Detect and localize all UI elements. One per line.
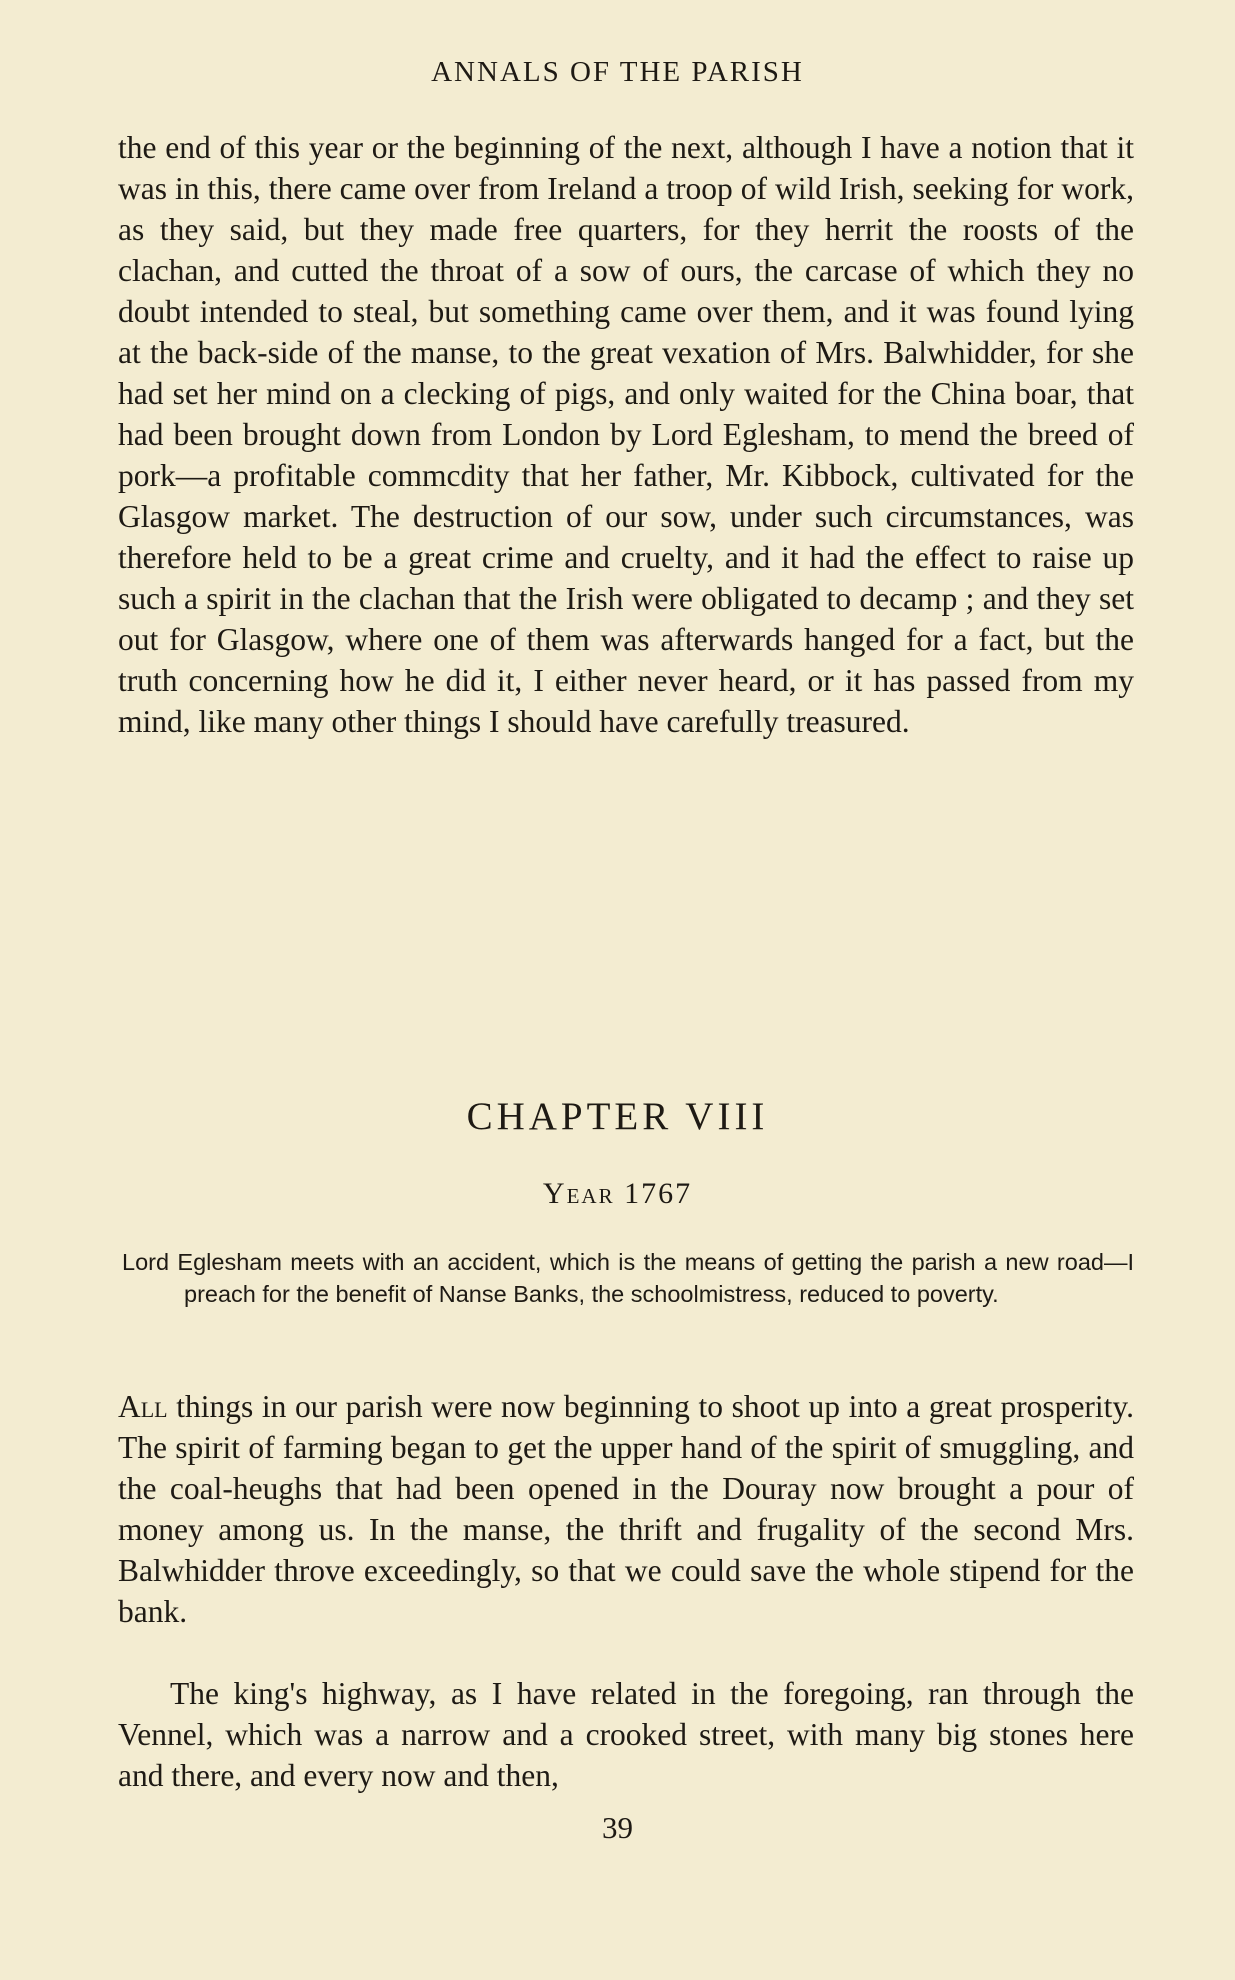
running-head: ANNALS OF THE PARISH: [431, 56, 804, 88]
chapter-title: CHAPTER VIII: [466, 1095, 769, 1138]
opening-word: All: [118, 1389, 168, 1424]
opening-paragraph-text: things in our parish were now beginning to shoot up into a great prosperity. The spirit of farming began to get the upper hand of the spirit of smuggling, and the coal-heughs that had been opened in the Douray now brought a pour of money among us. In the manse, the thrift and frugality of the second Mrs. Balwhidder throve exceedingly, so that we could save the whole stipend for the bank.: [118, 1389, 1134, 1629]
page-number: 39: [602, 1810, 633, 1845]
chapter-year: Year 1767: [542, 1177, 693, 1210]
paragraph-opening: [118, 1386, 1134, 1632]
paragraph-continued: the end of this year or the beginning of the next, although I have a notion that it was in this, there came over from Ireland a troop of wild Irish, seeking for work, as they said, but they made free quarters, for they herrit the roosts of the clachan, and cutted the throat of a sow of ours, the carcase of which they no doubt intended to steal, but something came over them, and it was found lying at the back-side of the manse, to the great vexation of Mrs. Balwhidder, for she had set her mind on a clecking of pigs, and only waited for the China boar, that had been brought down from London by Lord Eglesham, to mend the breed of pork—a profitable commcdity that her father, Mr. Kibbock, cultivated for the Glasgow market. The destruction of our sow, under such circumstances, was therefore held to be a great crime and cruelty, and it had the effect to raise up such a spirit in the clachan that the Irish were obligated to decamp ; and they set out for Glasgow, where one of them was afterwards hanged for a fact, but the truth concerning how he did it, I either never heard, or it has passed from my mind, like many other things I should have carefully treasured.: [118, 130, 1134, 739]
paragraph-highway: The king's highway, as I have related in the foregoing, ran through the Vennel, which was a narrow and a crooked street, with many big stones here and there, and every now and then,: [118, 1676, 1134, 1793]
chapter-summary: Lord Eglesham meets with an accident, which is the means of getting the parish a new road—I preach for the benefit of Nanse Banks, the schoolmistress, reduced to poverty.: [122, 1249, 1134, 1307]
